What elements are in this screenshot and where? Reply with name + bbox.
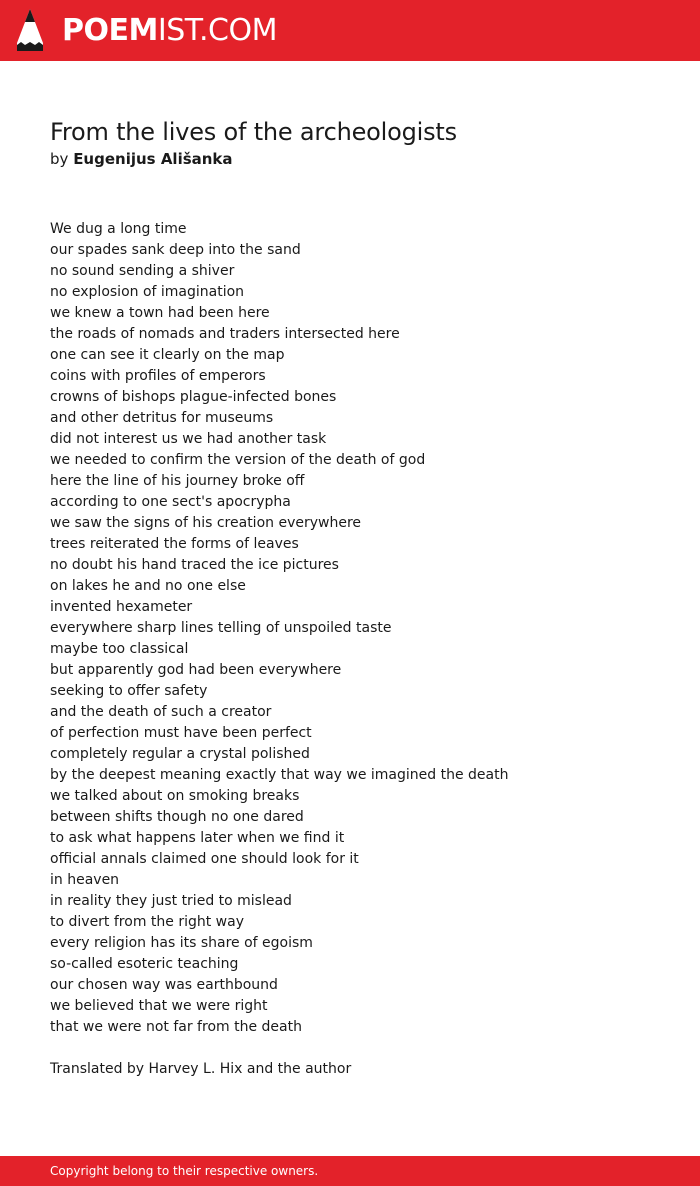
poem-line: invented hexameter <box>50 599 193 615</box>
poem-line: we needed to confirm the version of the death of god <box>50 452 426 468</box>
poem-title: From the lives of the archeologists <box>50 118 457 146</box>
poem-line: and other detritus for museums <box>50 410 274 426</box>
logo-text-bold: POEM <box>62 13 158 48</box>
poem-line: to divert from the right way <box>50 914 244 930</box>
by-label: by <box>50 150 69 168</box>
pencil-tip-icon[interactable] <box>17 9 43 51</box>
poem-line: did not interest us we had another task <box>50 431 327 447</box>
poem-line: we knew a town had been here <box>50 305 270 321</box>
poem-line: one can see it clearly on the map <box>50 347 285 363</box>
poem-body <box>50 219 650 1038</box>
byline <box>50 149 233 169</box>
poem-line: on lakes he and no one else <box>50 578 246 594</box>
poem-line: everywhere sharp lines telling of unspoiled taste <box>50 620 392 636</box>
poem-line: between shifts though no one dared <box>50 809 304 825</box>
poem-line: We dug a long time <box>50 221 187 237</box>
poem-line: to ask what happens later when we find it <box>50 830 345 846</box>
poem-line: the roads of nomads and traders intersected here <box>50 326 400 342</box>
poem-line: here the line of his journey broke off <box>50 473 305 489</box>
poem-author: Eugenijus Ališanka <box>73 150 233 168</box>
poem-line: of perfection must have been perfect <box>50 725 312 741</box>
site-footer <box>0 1156 700 1186</box>
copyright-text: Copyright belong to their respective owners. <box>50 1164 319 1178</box>
poem-line: we believed that we were right <box>50 998 268 1014</box>
poem-line: according to one sect's apocrypha <box>50 494 291 510</box>
poem-line: we saw the signs of his creation everywhere <box>50 515 362 531</box>
poem-line: coins with profiles of emperors <box>50 368 266 384</box>
poem-line: official annals claimed one should look for it <box>50 851 359 867</box>
poem-line: no explosion of imagination <box>50 284 245 300</box>
poem-line: crowns of bishops plague-infected bones <box>50 389 337 405</box>
poem-line: and the death of such a creator <box>50 704 272 720</box>
poem-line: our chosen way was earthbound <box>50 977 278 993</box>
poem-line: every religion has its share of egoism <box>50 935 313 951</box>
poem-line: in reality they just tried to mislead <box>50 893 292 909</box>
poem-line: by the deepest meaning exactly that way we imagined the death <box>50 767 509 783</box>
translator-credit: Translated by Harvey L. Hix and the author <box>50 1061 352 1077</box>
site-header <box>0 0 700 61</box>
logo-text-light: IST.COM <box>157 13 277 48</box>
poem-line: but apparently god had been everywhere <box>50 662 342 678</box>
poem-line: in heaven <box>50 872 120 888</box>
poem-line: so-called esoteric teaching <box>50 956 239 972</box>
poem-line: seeking to offer safety <box>50 683 208 699</box>
poem-line: no sound sending a shiver <box>50 263 235 279</box>
poem-line: completely regular a crystal polished <box>50 746 310 762</box>
poem-line: our spades sank deep into the sand <box>50 242 301 258</box>
site-logo[interactable] <box>62 11 277 51</box>
poem-line: maybe too classical <box>50 641 189 657</box>
poem-line: trees reiterated the forms of leaves <box>50 536 299 552</box>
poem-line: that we were not far from the death <box>50 1019 302 1035</box>
poem-line: we talked about on smoking breaks <box>50 788 300 804</box>
poem-line: no doubt his hand traced the ice pictures <box>50 557 339 573</box>
